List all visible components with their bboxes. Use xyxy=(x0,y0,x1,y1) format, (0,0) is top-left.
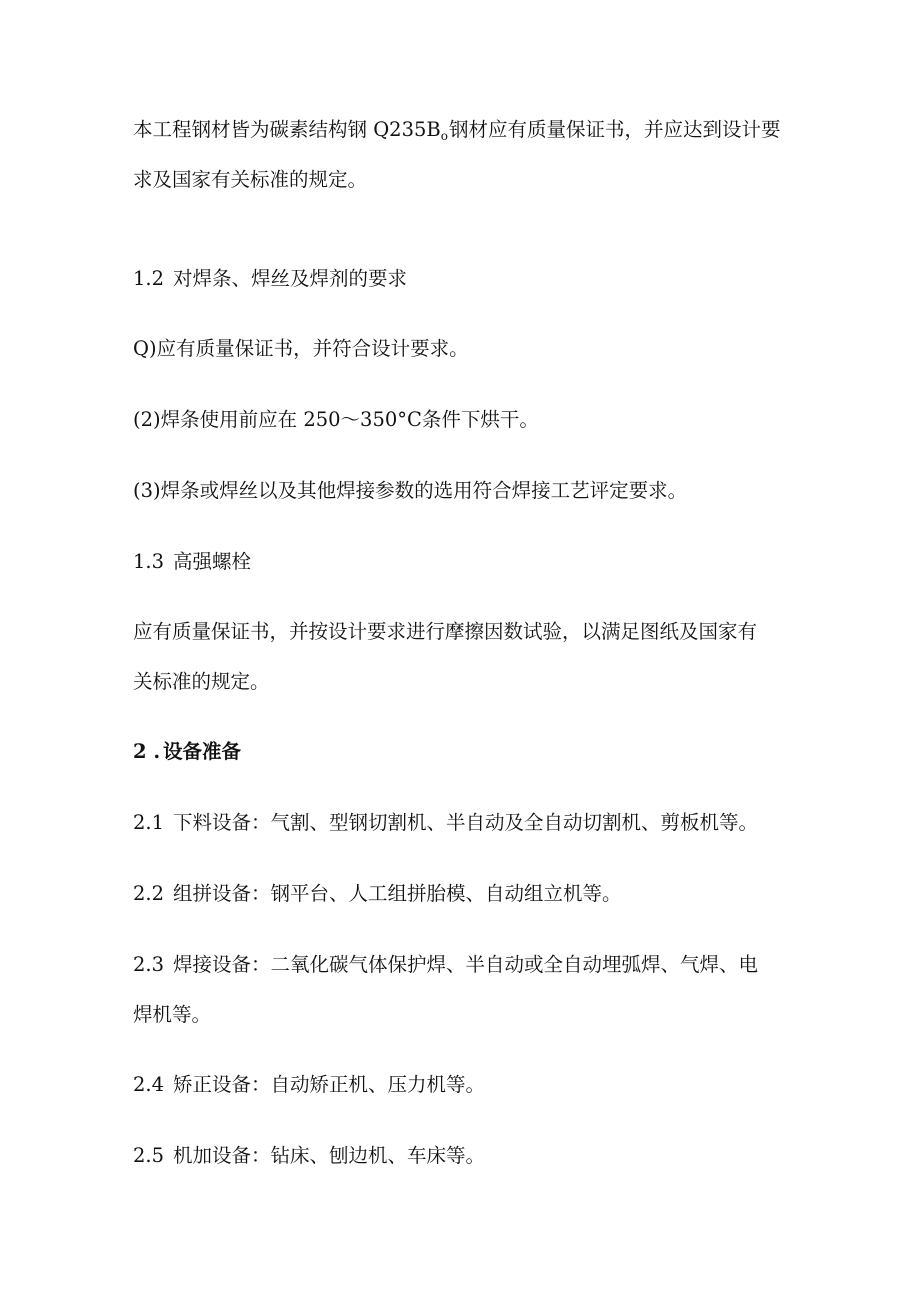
section-title: 高强螺栓 xyxy=(173,550,252,573)
item-text: 焊接设备：二氧化碳气体保护焊、半自动或全自动埋弧焊、气焊、电 xyxy=(173,953,759,976)
item-number: 2.5 xyxy=(133,1144,165,1167)
equipment-item-2-2 xyxy=(133,869,803,919)
equipment-item-2-3-continuation: 焊机等。 xyxy=(133,1003,212,1026)
section-title: 设备准备 xyxy=(163,740,242,763)
intro-subscript: o xyxy=(440,129,448,143)
equipment-item-2-4 xyxy=(133,1060,803,1110)
item-number: 2.2 xyxy=(133,882,165,905)
equipment-item-2-1 xyxy=(133,798,803,848)
section-1-2-heading xyxy=(133,254,803,304)
section-number xyxy=(133,727,163,777)
item-text: 下料设备：气割、型钢切割机、半自动及全自动切割机、剪板机等。 xyxy=(173,811,759,834)
section-number: 1.3 xyxy=(133,550,165,573)
item-number: 2.1 xyxy=(133,811,165,834)
equipment-item-2-5 xyxy=(133,1131,803,1181)
section-number-digit: 2 xyxy=(133,740,147,763)
intro-text-a: 本工程钢材皆为碳素结构钢 Q235B xyxy=(133,118,441,141)
section-number: 1.2 xyxy=(133,267,165,290)
item-number: 2.4 xyxy=(133,1073,165,1096)
equipment-item-2-3 xyxy=(133,940,803,990)
section-number-dot: . xyxy=(153,740,161,763)
section-2-heading xyxy=(133,727,803,777)
intro-paragraph-line-2: 求及国家有关标准的规定。 xyxy=(133,168,368,191)
list-item-1: Q)应有质量保证书，并符合设计要求。 xyxy=(133,337,469,360)
section-1-3-paragraph-line-1: 应有质量保证书，并按设计要求进行摩擦因数试验，以满足图纸及国家有 xyxy=(133,620,758,643)
section-1-3-paragraph-line-2: 关标准的规定。 xyxy=(133,670,270,693)
intro-text-b: 钢材应有质量保证书，并应达到设计要 xyxy=(448,118,781,141)
section-1-3-heading xyxy=(133,537,803,587)
intro-paragraph-line-1 xyxy=(133,105,803,157)
list-item-3: (3)焊条或焊丝以及其他焊接参数的选用符合焊接工艺评定要求。 xyxy=(133,479,688,502)
list-item-2: (2)焊条使用前应在 250～350°C条件下烘干。 xyxy=(133,408,539,431)
item-number: 2.3 xyxy=(133,953,165,976)
item-text: 矫正设备：自动矫正机、压力机等。 xyxy=(173,1073,486,1096)
section-title: 对焊条、焊丝及焊剂的要求 xyxy=(173,267,408,290)
item-text: 组拼设备：钢平台、人工组拼胎模、自动组立机等。 xyxy=(173,882,622,905)
item-text: 机加设备：钻床、刨边机、车床等。 xyxy=(173,1144,486,1167)
